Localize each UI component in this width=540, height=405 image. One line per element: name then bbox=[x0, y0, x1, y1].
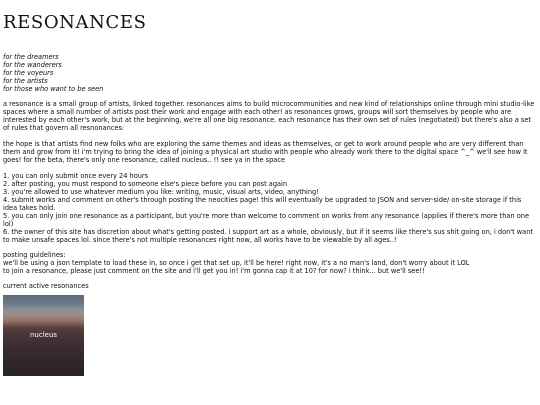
rule-item: 6. the owner of this site has discretion about what's getting posted. i support art as a whole, obviously, but if it seems like there's sus shit going on, i don't want to make unsafe spaces lol. since there's not multiple resonances right now, all works have to be viewable by all ages..! bbox=[3, 228, 533, 244]
rule-item: 4. submit works and comment on other's through posting the neocities page! this will eventually be upgraded to JSON and server-side/ on-site storage if this idea takes hold. bbox=[3, 196, 522, 212]
rule-item: 2. after posting, you must respond to someone else's piece before you can post again bbox=[3, 180, 288, 188]
intro-paragraph: a resonance is a small group of artists, linked together. resonances aims to build microcommunities and new kind of relationships online through mini studio-like spaces where a small number of artists post their work and engage with each other! as resonances grows, groups will sort themselves by people who are interested by each other's work, but at the beginning, we're all one big resonance. each resonance has their own set of rules (negotiated) but there's also a set of rules that govern all resnonances: bbox=[3, 100, 535, 132]
tagline: for the dreamers bbox=[3, 53, 59, 61]
tagline-list bbox=[3, 53, 103, 93]
tagline: for those who want to be seen bbox=[3, 85, 104, 93]
current-resonances-heading: current active resonances bbox=[3, 282, 89, 290]
posting-heading: posting guidelines: bbox=[3, 251, 66, 259]
posting-line: we'll be using a json template to load these in, so once i get that set up, it'll be here! right now, it's a no man's land, don't worry about it LOL bbox=[3, 259, 470, 267]
site-title: RESONANCES bbox=[3, 12, 147, 33]
tagline: for the wanderers bbox=[3, 61, 62, 69]
rule-item: 5. you can only join one resonance as a participant, but you're more than welcome to comment on works from any resonance (applies if there's more than one lol) bbox=[3, 212, 530, 228]
posting-guidelines bbox=[3, 251, 535, 275]
resonance-tile-nucleus[interactable] bbox=[3, 295, 84, 376]
resonance-tile-label: nucleus bbox=[29, 331, 58, 339]
rules-list bbox=[3, 172, 535, 244]
tile-image-haze bbox=[3, 313, 84, 327]
hope-paragraph: the hope is that artists find new folks who are exploring the same themes and ideas as themselves, or get to work around people who are very different than them and grow from it! i'm trying to bring the idea of joining a physical art studio with people who already work there to the digital space ^_^ we'll see how it goes! for the beta, there's only one resonance, called nucleus.. !! see ya in the space bbox=[3, 140, 528, 164]
rule-item: 1. you can only submit once every 24 hours bbox=[3, 172, 149, 180]
rule-item: 3. you're allowed to use whatever medium you like: writing, music, visual arts, video, anything! bbox=[3, 188, 319, 196]
tagline: for the voyeurs bbox=[3, 69, 54, 77]
posting-line: to join a resonance, please just comment on the site and i'll get you in! i'm gonna cap it at 10? for now? i think... but we'll see!! bbox=[3, 267, 425, 275]
tagline: for the artists bbox=[3, 77, 48, 85]
